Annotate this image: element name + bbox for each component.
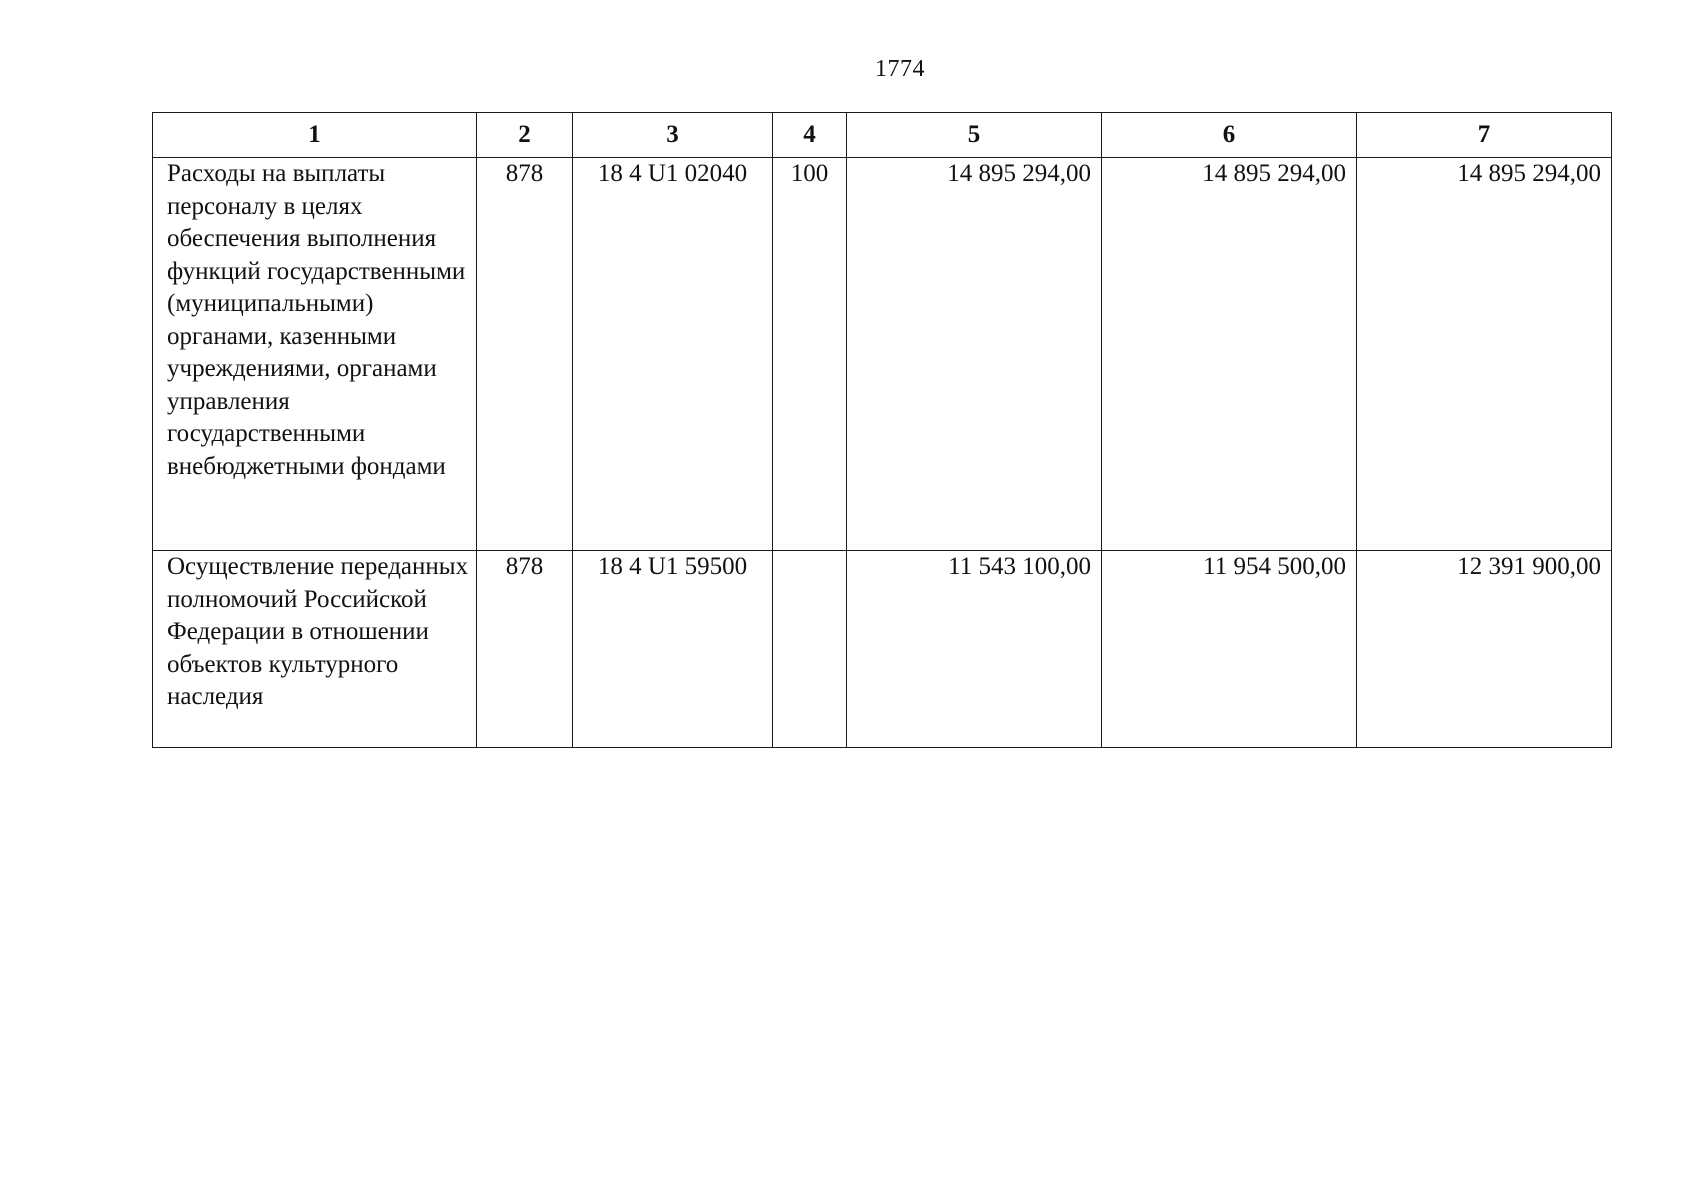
amount-3-cell: 14 895 294,00 (1357, 158, 1612, 551)
column-header-1: 1 (153, 113, 477, 158)
expense-type-cell (773, 551, 847, 748)
column-header-6: 6 (1102, 113, 1357, 158)
page-number: 1774 (875, 56, 925, 82)
target-article-cell: 18 4 U1 59500 (573, 551, 773, 748)
expense-name-cell (153, 158, 477, 551)
table-header-row (153, 113, 1612, 158)
budget-table (152, 112, 1612, 748)
code-cell: 878 (477, 158, 573, 551)
amount-2-cell: 11 954 500,00 (1102, 551, 1357, 748)
expense-type-cell: 100 (773, 158, 847, 551)
amount-1-cell: 11 543 100,00 (847, 551, 1102, 748)
column-header-7: 7 (1357, 113, 1612, 158)
table-row (153, 551, 1612, 748)
target-article-cell: 18 4 U1 02040 (573, 158, 773, 551)
column-header-2: 2 (477, 113, 573, 158)
amount-2-cell: 14 895 294,00 (1102, 158, 1357, 551)
expense-name: Расходы на выплаты персоналу в целях обеспечения выполнения функций государственными (муниципальными) органами, казенными учреждениями, органами управления государственными внебюджетными фондами (167, 160, 466, 480)
code-cell: 878 (477, 551, 573, 748)
amount-3-cell: 12 391 900,00 (1357, 551, 1612, 748)
column-header-3: 3 (573, 113, 773, 158)
column-header-5: 5 (847, 113, 1102, 158)
expense-name-cell (153, 551, 477, 748)
table-row (153, 158, 1612, 551)
amount-1-cell: 14 895 294,00 (847, 158, 1102, 551)
column-header-4: 4 (773, 113, 847, 158)
expense-name: Осуществление переданных полномочий Российской Федерации в отношении объектов культурного наследия (167, 553, 469, 710)
